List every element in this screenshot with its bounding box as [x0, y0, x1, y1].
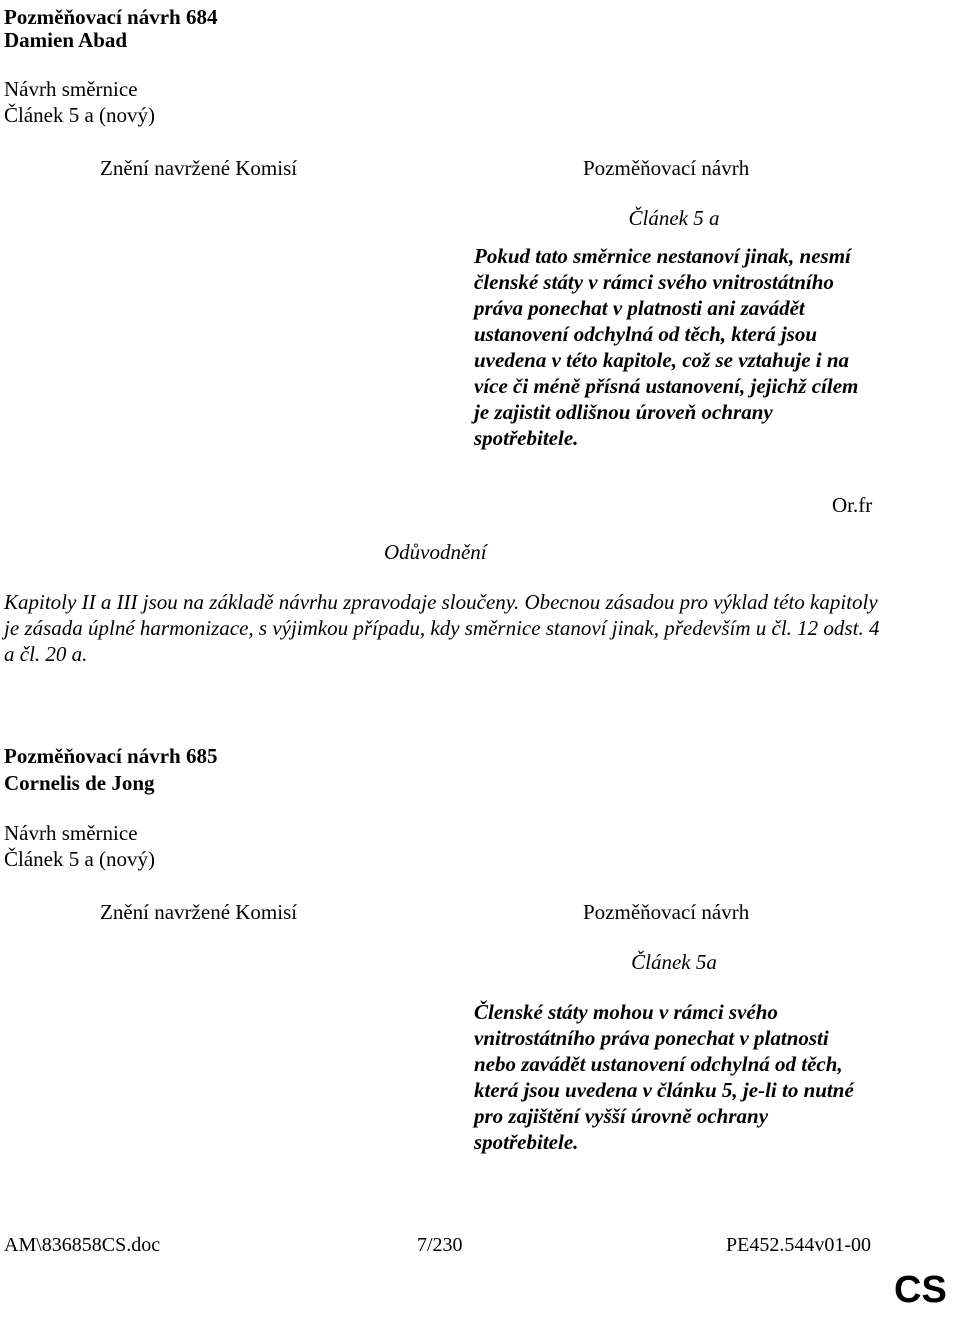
justification-header: Odůvodnění	[384, 540, 487, 564]
justification-text: Kapitoly II a III jsou na základě návrhu zpravodaje sloučeny. Obecnou zásadou pro výklad této kapitoly je zásada úplné harmonizace, s výjimkou případu, kdy směrnice stanoví jinak, především u čl. 12 odst. 4 a čl. 20 a.	[4, 590, 880, 666]
amendment-685-proposal: Návrh směrnice	[4, 821, 138, 845]
footer-pe-ref: PE452.544v01-00	[726, 1234, 871, 1256]
amendment-684-right-column-header: Pozměňovací návrh	[583, 156, 750, 180]
amendment-685-right-column-header: Pozměňovací návrh	[583, 900, 750, 924]
original-language-label: Or.fr	[832, 493, 873, 517]
footer-doc-ref: AM\836858CS.doc	[4, 1234, 161, 1256]
amendment-685-author: Cornelis de Jong	[4, 771, 155, 795]
amendment-684-number: Pozměňovací návrh 684	[4, 5, 218, 29]
amendment-684-left-column-header: Znění navržené Komisí	[100, 156, 298, 180]
amendment-685-article-ref: Článek 5 a (nový)	[4, 847, 156, 871]
footer-page-number: 7/230	[417, 1234, 463, 1256]
amendment-684-article-ref: Článek 5 a (nový)	[4, 103, 156, 127]
amendment-685-left-column-header: Znění navržené Komisí	[100, 900, 298, 924]
amendment-684-proposal: Návrh směrnice	[4, 77, 138, 101]
amendment-684-author: Damien Abad	[4, 28, 128, 52]
footer-language-code: CS	[894, 1269, 947, 1311]
amendment-684-text: Pokud tato směrnice nestanoví jinak, nesmí členské státy v rámci svého vnitrostátního práva ponechat v platnosti ani zavádět ustanovení odchylná od těch, která jsou uvedena v této kapitole, což se vztahuje i na více či méně přísná ustanovení, jejichž cílem je zajistit odlišnou úroveň ochrany spotřebitele.	[474, 244, 859, 450]
amendment-685-text: Členské státy mohou v rámci svého vnitrostátního práva ponechat v platnosti nebo zavádět ustanovení odchylná od těch, která jsou uvedena v článku 5, je-li to nutné pro zajištění vyšší úrovně ochrany spotřebitele.	[474, 1000, 854, 1154]
amendment-684-article-title: Článek 5 a	[628, 206, 720, 230]
amendment-685-number: Pozměňovací návrh 685	[4, 744, 218, 768]
amendment-685-article-title: Článek 5a	[631, 950, 717, 974]
